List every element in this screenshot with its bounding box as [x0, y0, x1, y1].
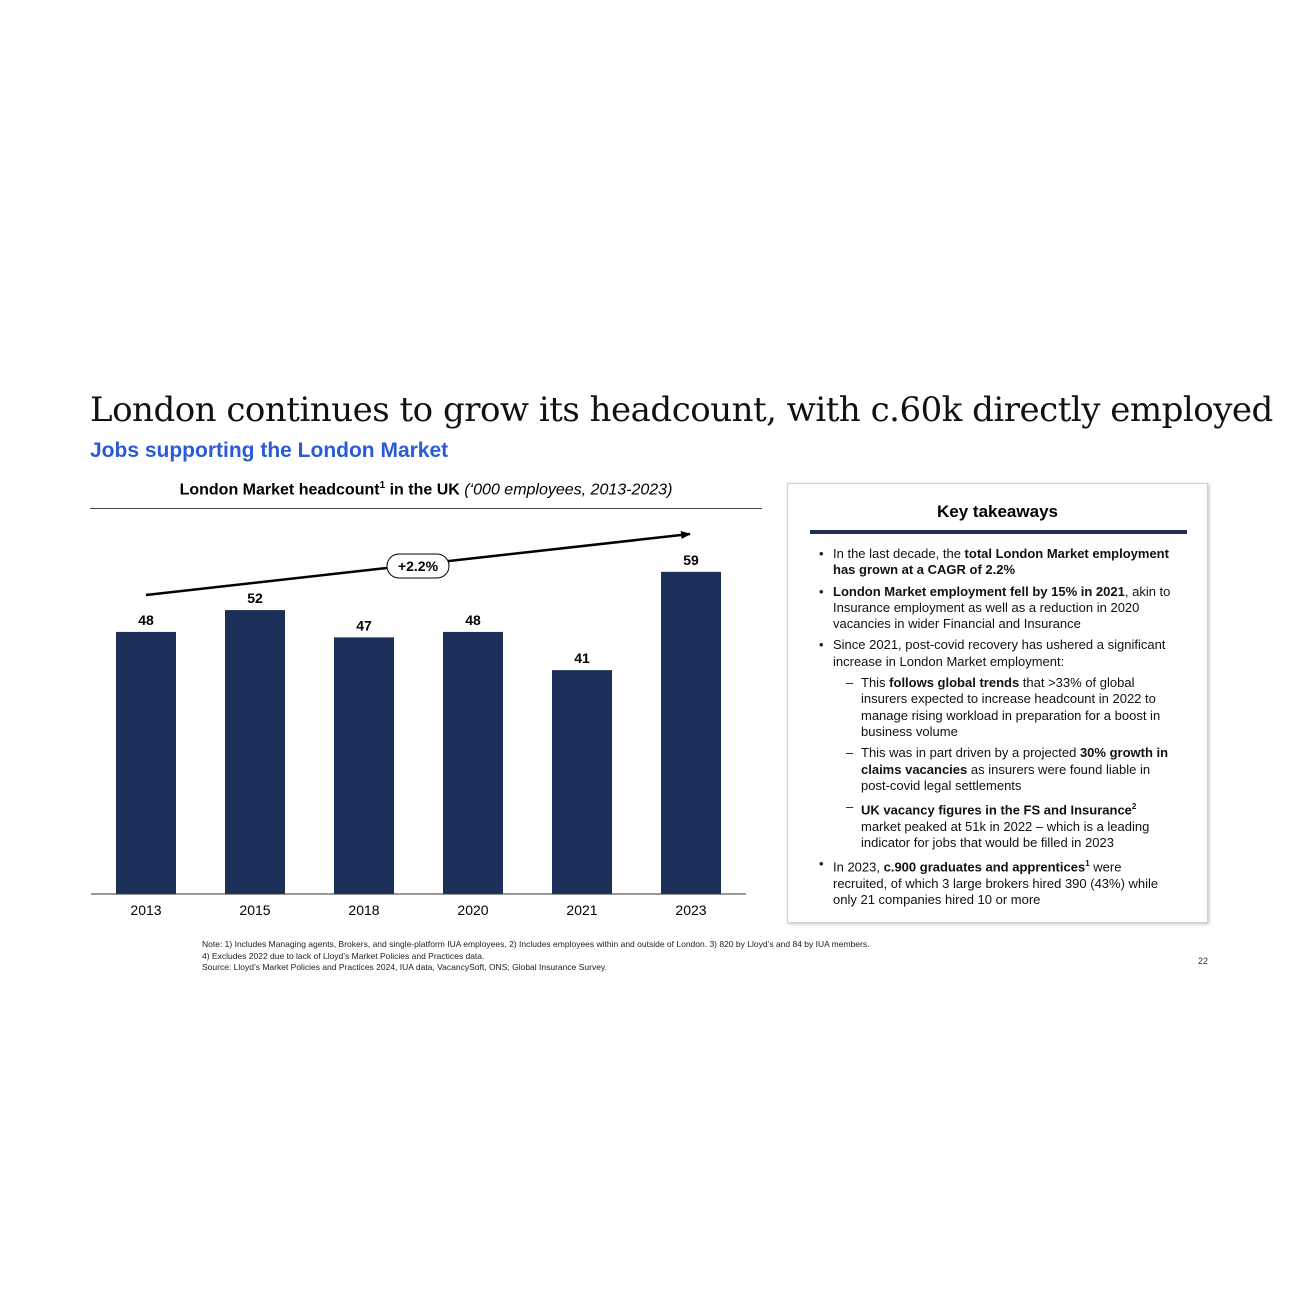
- key-takeaways-title: Key takeaways: [937, 502, 1058, 521]
- footnote-line: Note: 1) Includes Managing agents, Brokers, and single-platform IUA employees, 2) Includes employees within and outside of London. 3) 820 by Lloyd’s and 84 by IUA members.: [202, 939, 870, 949]
- source-line: Source: Lloyd’s Market Policies and Practices 2024, IUA data, VacancySoft, ONS; Global Insurance Survey.: [202, 962, 607, 972]
- key-takeaways-list: [788, 546, 1207, 914]
- takeaway-text: This was in part driven by a projected: [861, 745, 1080, 761]
- footnotes: [202, 939, 869, 974]
- takeaway-text: UK vacancy figures in the FS and Insurance: [861, 802, 1132, 818]
- chart-title-main: London Market headcount: [179, 481, 380, 499]
- value-label-2021: 41: [574, 650, 590, 667]
- takeaway-subitem: [788, 745, 1207, 794]
- bar-2023: [661, 572, 721, 894]
- takeaway-subitem: [788, 799, 1207, 851]
- takeaway-text: 1: [1085, 859, 1090, 869]
- takeaway-text: In 2023,: [833, 859, 884, 875]
- chart-title-region: in the UK: [385, 481, 460, 499]
- x-tick-label-2023: 2023: [675, 902, 707, 918]
- x-tick-label-2013: 2013: [130, 902, 162, 918]
- takeaway-text: market peaked at 51k in 2022 – which is a leading indicator for jobs that would be filled in 2023: [861, 818, 1150, 851]
- bar-2020: [443, 632, 503, 894]
- value-label-2015: 52: [247, 590, 263, 607]
- cagr-label: +2.2%: [397, 558, 439, 574]
- value-label-2023: 59: [683, 551, 699, 568]
- takeaway-text: c.900 graduates and apprentices: [883, 859, 1086, 875]
- takeaway-subitem: [788, 675, 1207, 740]
- takeaway-text: were recruited, of which 3 large brokers hired 390 (43%) while only 21 companies hired 10 or more: [833, 859, 1159, 908]
- takeaway-text: 2: [1131, 802, 1137, 812]
- x-tick-label-2015: 2015: [239, 902, 271, 918]
- page-number: 22: [1198, 956, 1209, 966]
- key-takeaways-rule: [810, 530, 1187, 534]
- takeaway-text: London Market employment fell by 15% in 2021: [833, 583, 1125, 599]
- takeaway-text: follows global trends: [889, 675, 1020, 691]
- takeaway-text: that >33% of global insurers expected to increase headcount in 2022 to manage rising workload in preparation for a boost in business volume: [861, 675, 1161, 739]
- bar-chart: [0, 0, 780, 940]
- takeaway-item: [788, 637, 1207, 670]
- x-tick-label-2021: 2021: [566, 902, 598, 918]
- takeaway-text: Since 2021, post-covid recovery has ushered a significant increase in London Market employment:: [833, 637, 1166, 669]
- x-tick-label-2020: 2020: [457, 902, 489, 918]
- x-tick-label-2018: 2018: [348, 902, 380, 918]
- bar-2013: [116, 632, 176, 894]
- value-label-2018: 47: [356, 617, 372, 634]
- bar-2021: [552, 670, 612, 894]
- footnote-line: 4) Excludes 2022 due to lack of Lloyd’s Market Policies and Practices data.: [202, 950, 485, 961]
- key-takeaways-panel: [787, 483, 1208, 923]
- bar-2015: [225, 610, 285, 894]
- page-title: London continues to grow its headcount, with c.60k directly employed: [90, 390, 1273, 430]
- takeaway-text: , akin to Insurance employment as well as a reduction in 2020 vacancies in wider Financial and Insurance: [833, 583, 1171, 632]
- page-subtitle: Jobs supporting the London Market: [90, 439, 449, 462]
- takeaway-text: as insurers were found liable in post-covid legal settlements: [861, 761, 1151, 793]
- value-label-2020: 48: [465, 611, 481, 628]
- takeaway-text: In the last decade, the: [833, 546, 965, 561]
- takeaway-item: [788, 546, 1207, 579]
- value-label-2013: 48: [138, 611, 154, 628]
- takeaway-text: total London Market employment has grown at a CAGR of 2.2%: [833, 546, 1169, 578]
- takeaway-item: [788, 584, 1207, 633]
- bar-2018: [334, 637, 394, 894]
- takeaway-text: This: [861, 675, 890, 691]
- chart-title-units: (‘000 employees, 2013-2023): [464, 481, 673, 499]
- takeaway-text: 30% growth in claims vacancies: [861, 745, 1169, 777]
- chart-title-footnote: 1: [379, 480, 386, 491]
- takeaway-item: [788, 856, 1207, 908]
